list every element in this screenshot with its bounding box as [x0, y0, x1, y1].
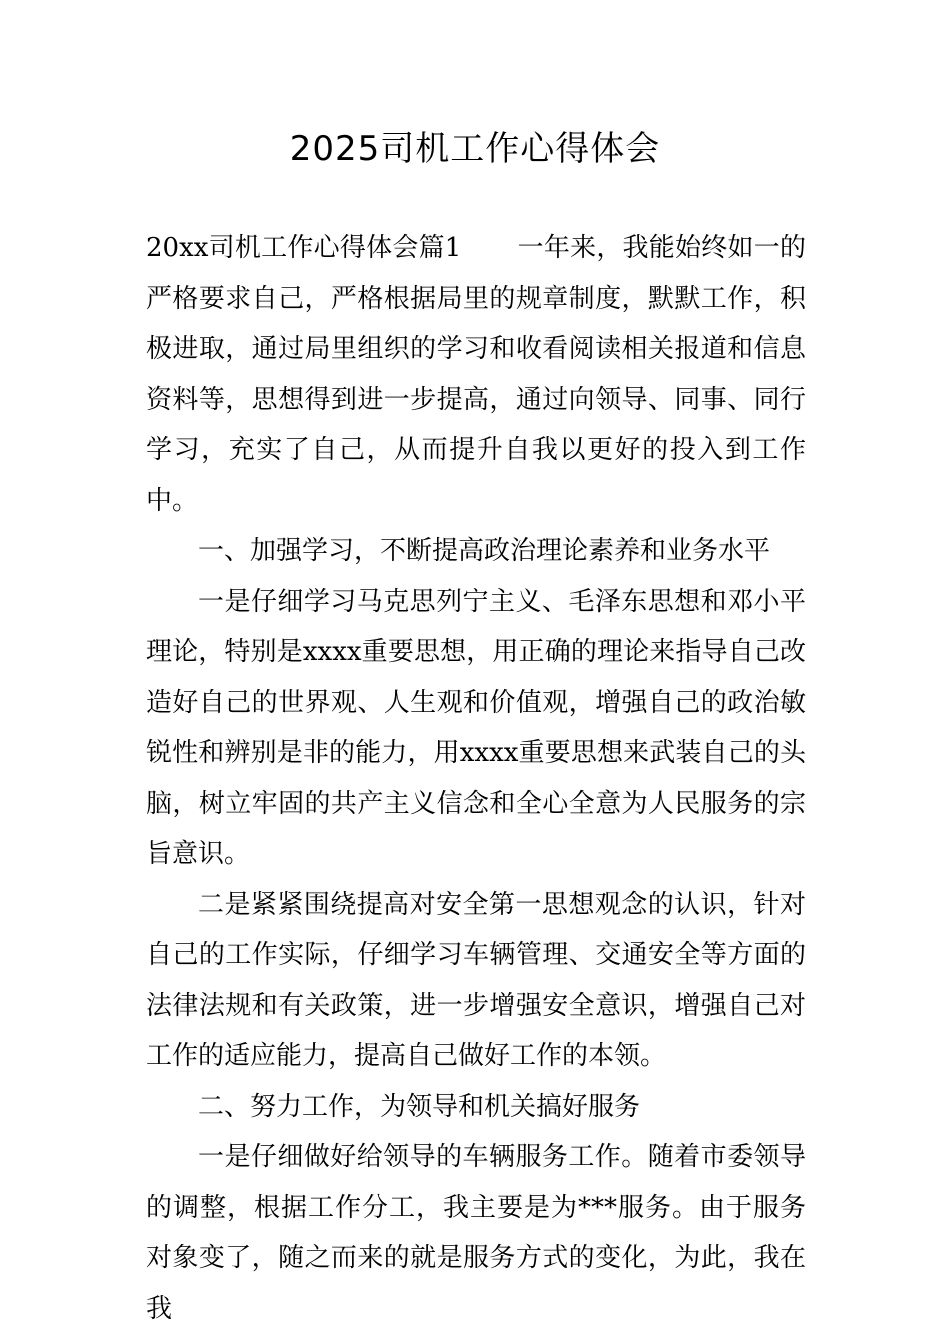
section-heading-1: 一、加强学习，不断提高政治理论素养和业务水平	[198, 536, 771, 566]
paragraph-lead: 20xx司机工作心得体会篇1	[146, 233, 462, 263]
paragraph-text: 一年来，我能始终如一的严格要求自己，严格根据局里的规章制度，默默工作，积极进取，通过局里组织的学习和收看阅读相关报道和信息资料等，思想得到进一步提高，通过向领导、同事、同行学习，充实了自己，从而提升自我以更好的投入到工作中。	[146, 233, 806, 516]
paragraph-service-1: 一是仔细做好给领导的车辆服务工作。随着市委领导的调整，根据工作分工，我主要是为***服务。由于服务对象变了，随之而来的就是服务方式的变化，为此，我在我	[146, 1142, 806, 1324]
paragraph-study-2: 二是紧紧围绕提高对安全第一思想观念的认识，针对自己的工作实际，仔细学习车辆管理、交通安全等方面的法律法规和有关政策，进一步增强安全意识，增强自己对工作的适应能力，提高自己做好工作的本领。	[146, 889, 806, 1071]
paragraph-study-1: 一是仔细学习马克思列宁主义、毛泽东思想和邓小平理论，特别是xxxx重要思想，用正确的理论来指导自己改造好自己的世界观、人生观和价值观，增强自己的政治敏锐性和辨别是非的能力，用xxxx重要思想来武装自己的头脑，树立牢固的共产主义信念和全心全意为人民服务的宗旨意识。	[146, 586, 806, 869]
document-title: 2025司机工作心得体会	[289, 129, 661, 169]
section-heading-2: 二、努力工作，为领导和机关搞好服务	[198, 1091, 641, 1122]
paragraph-intro	[146, 223, 806, 526]
document-body	[146, 223, 806, 1334]
